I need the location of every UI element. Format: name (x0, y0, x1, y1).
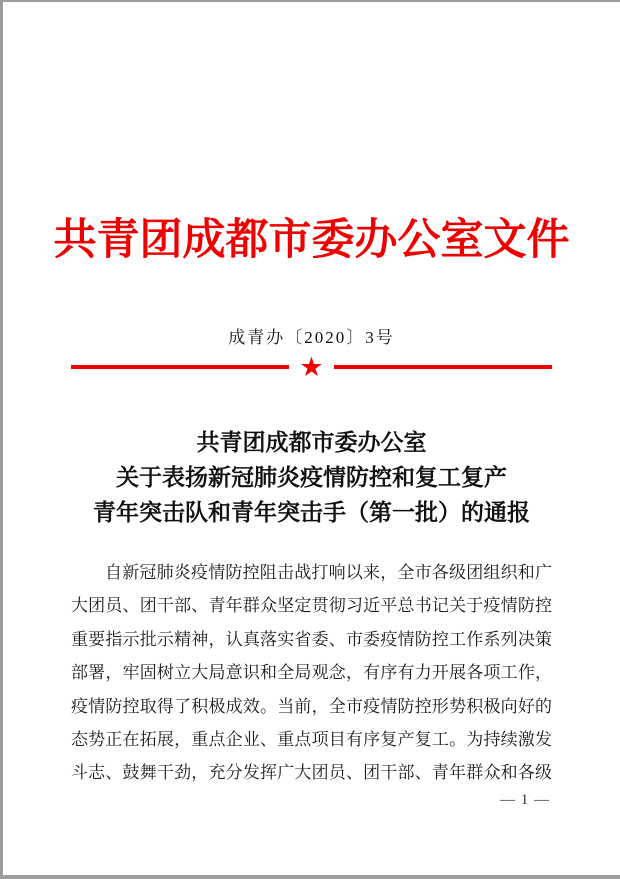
body-text-line: 大团员、团干部、青年群众坚定贯彻习近平总书记关于疫情防控 (71, 596, 552, 616)
document-body (71, 556, 552, 790)
document-title-line: 关于表扬新冠肺炎疫情防控和复工复产 (116, 465, 507, 490)
star-icon: ★ (299, 352, 324, 382)
document-number: 成青办〔2020〕3号 (228, 328, 395, 347)
document-title (3, 425, 620, 530)
red-line-left (71, 365, 289, 369)
document-title-line: 青年突击队和青年突击手（第一批）的通报 (93, 500, 530, 525)
body-text-line: 斗志、鼓舞干劲，充分发挥广大团员、团干部、青年群众和各级 (71, 763, 552, 783)
page-number: — 1 — (500, 791, 550, 808)
document-title-line: 共青团成都市委办公室 (196, 430, 427, 455)
body-text-line: 重要指示批示精神，认真落实省委、市委疫情防控工作系列决策 (71, 629, 552, 649)
body-text-line: 疫情防控取得了积极成效。当前，全市疫情防控形势积极向好的 (71, 696, 552, 716)
body-text-line: 部署，牢固树立大局意识和全局观念，有序有力开展各项工作， (71, 663, 552, 683)
body-text-line: 态势正在拓展，重点企业、重点项目有序复产复工。为持续激发 (71, 730, 552, 750)
document-header-title: 共青团成都市委办公室文件 (53, 217, 570, 264)
red-line-right (334, 365, 552, 369)
body-text-line: 自新冠肺炎疫情防控阻击战打响以来，全市各级团组织和广 (105, 563, 552, 582)
red-separator (71, 353, 552, 381)
